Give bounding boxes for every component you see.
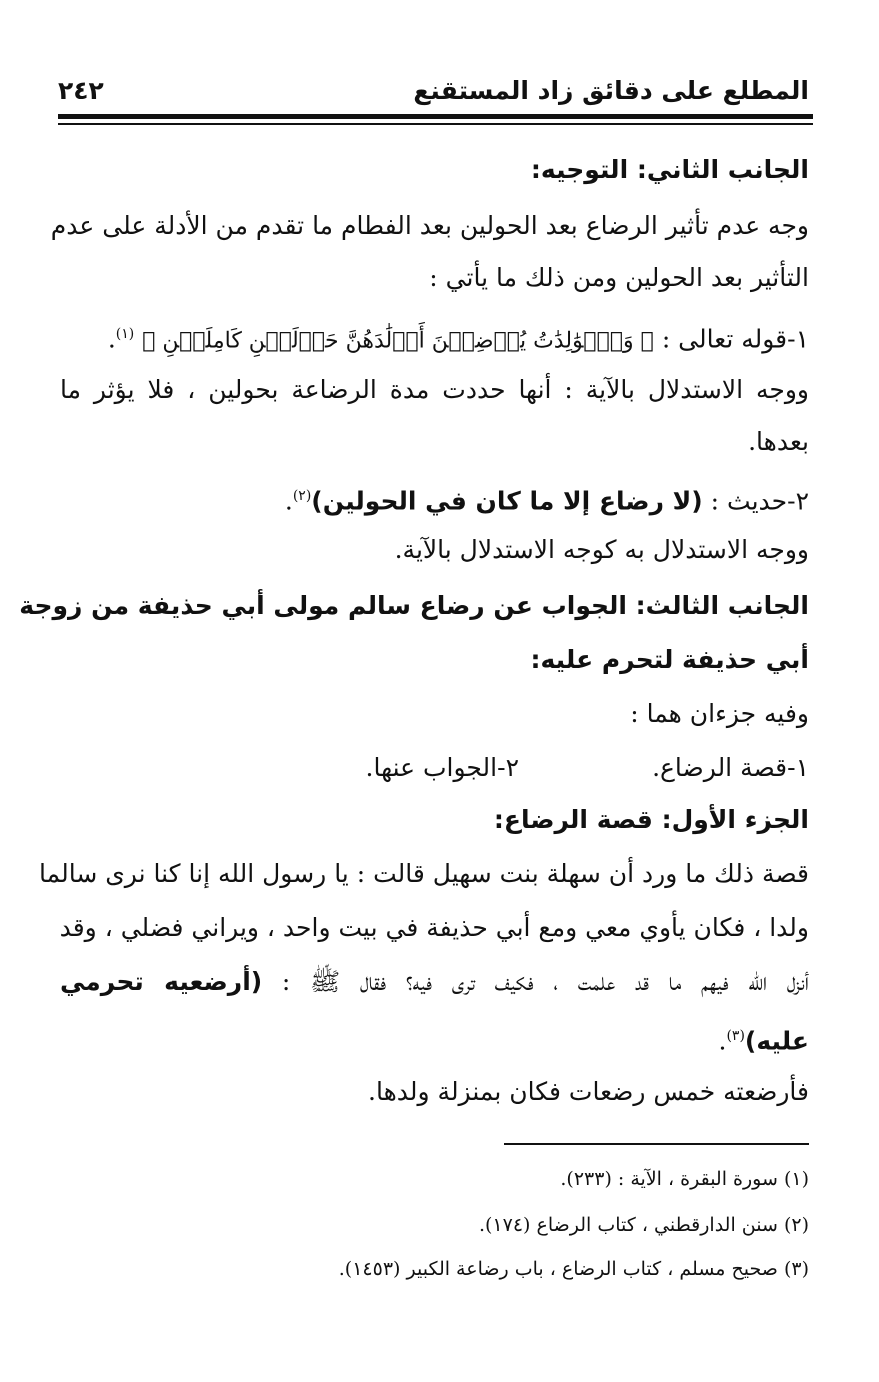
paragraph-line: ووجه الاستدلال بالآية : أنها حددت مدة الرضاعة بحولين ، فلا يؤثر ما bbox=[60, 375, 809, 404]
item-prefix: ١-قوله تعالى : bbox=[661, 324, 809, 354]
quran-verse: ﴿ وَٱلۡوَٰلِدَٰتُ يُرۡضِعۡنَ أَوۡلَٰدَهُنَّ حَوۡلَيۡنِ كَامِلَيۡنِ ﴾ bbox=[142, 328, 654, 354]
header-rule-thin bbox=[58, 123, 813, 125]
quran-item bbox=[60, 312, 809, 363]
section2-heading: الجانب الثاني: التوجيه: bbox=[530, 155, 809, 184]
paragraph-line: فأرضعته خمس رضعات فكان بمنزلة ولدها. bbox=[368, 1077, 809, 1106]
hadith-text: (لا رضاع إلا ما كان في الحولين) bbox=[311, 486, 703, 516]
sentence-end: . bbox=[718, 1026, 727, 1056]
sentence-end: . bbox=[284, 486, 293, 516]
section3-heading: الجانب الثالث: الجواب عن رضاع سالم مولى أبي حذيفة من زوجة bbox=[19, 591, 809, 620]
paragraph-line bbox=[60, 960, 809, 1004]
paragraph-line: قصة ذلك ما ورد أن سهلة بنت سهيل قالت : يا رسول الله إنا كنا نرى سالما bbox=[39, 859, 809, 888]
paragraph-line: التأثير بعد الحولين ومن ذلك ما يأتي : bbox=[429, 263, 809, 292]
paragraph-line: بعدها. bbox=[748, 427, 809, 456]
footnote: (٣) صحيح مسلم ، كتاب الرضاع ، باب رضاعة الكبير (١٤٥٣). bbox=[338, 1258, 809, 1280]
sentence-end: . bbox=[107, 324, 116, 354]
section3-heading: أبي حذيفة لتحرم عليه: bbox=[530, 645, 809, 674]
running-header bbox=[58, 70, 809, 114]
paragraph-line: ولدا ، فكان يأوي معي ومع أبي حذيفة في بيت واحد ، ويراني فضلي ، وقد bbox=[59, 913, 809, 942]
hadith-item bbox=[60, 474, 809, 523]
footnote-separator bbox=[504, 1143, 809, 1145]
hadith-text: عليه) bbox=[744, 1026, 809, 1056]
paragraph-line: وجه عدم تأثير الرضاع بعد الحولين بعد الفطام ما تقدم من الأدلة على عدم bbox=[50, 211, 809, 240]
footnote-ref: (٣) bbox=[726, 1028, 745, 1044]
footnote-ref: (٢) bbox=[292, 488, 312, 504]
part-item-2: ٢-الجواب عنها. bbox=[365, 753, 519, 782]
paragraph-line: وفيه جزءان هما : bbox=[630, 699, 809, 728]
part-item-1: ١-قصة الرضاع. bbox=[652, 753, 809, 782]
footnote: (٢) سنن الدارقطني ، كتاب الرضاع (١٧٤). bbox=[478, 1214, 809, 1236]
footnote-ref: (١) bbox=[115, 326, 135, 342]
header-rule-thick bbox=[58, 114, 813, 119]
paragraph-line: ووجه الاستدلال به كوجه الاستدلال بالآية. bbox=[394, 535, 809, 564]
part1-heading: الجزء الأول: قصة الرضاع: bbox=[493, 805, 809, 834]
paragraph-line bbox=[60, 1014, 809, 1063]
item-prefix: ٢-حديث : bbox=[710, 486, 809, 516]
hadith-text: (أرضعيه تحرمي bbox=[60, 967, 263, 996]
paragraph-text: أنزل الله فيهم ما قد علمت ، فكيف ترى فيه؟ فقال ﷺ : bbox=[281, 967, 809, 996]
page-number: ٢٤٢ bbox=[58, 76, 104, 105]
book-title: المطلع على دقائق زاد المستقنع bbox=[413, 76, 809, 105]
footnote: (١) سورة البقرة ، الآية : (٢٣٣). bbox=[560, 1168, 809, 1190]
